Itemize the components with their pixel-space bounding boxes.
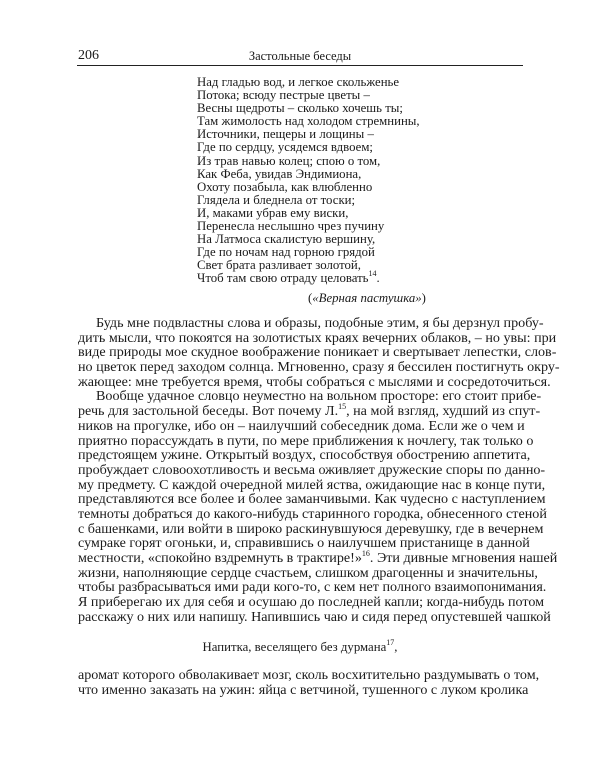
text-line: но цветок перед заходом солнца. Мгновенно, сразу я бессилен постигнуть окру-: [78, 359, 560, 376]
poem-line-text: Чтоб там свою отраду целовать: [197, 271, 369, 286]
poem-line: Свет брата разливает золотой,: [197, 258, 361, 273]
footnote-ref: 14: [368, 269, 377, 279]
footnote-ref: 15: [338, 402, 347, 412]
paren: (: [308, 291, 313, 305]
text-line: му предмету. С каждой очередной милей яства, ожидающие нас в конце пути,: [78, 476, 546, 493]
text-line: жизни, наполняющие сердце счастьем, слишком драгоценны и значительны,: [78, 564, 538, 581]
poem-line: [197, 269, 420, 286]
text-line: Будь мне подвластны слова и образы, подобные этим, я бы дерзнул пробу-: [96, 315, 544, 331]
punct: ,: [394, 640, 398, 654]
text-line: дить мысли, что покоятся на золотистых краях вечерних облаков, – но увы: при: [78, 329, 557, 346]
text-line: Вообще удачное словцо неуместно на вольном просторе: его стоит прибе-: [96, 388, 542, 405]
poem-line: Потока; всюду пестрые цветы –: [197, 88, 370, 103]
poem-epigraph: [197, 76, 420, 286]
text-line: расскажу о них или напишу. Напившись чаю и сидя перед опустевшей чашкой: [78, 608, 551, 625]
text-line: сумраке горят огоньки, и, справившись о наилучшем пристанище в данной: [78, 535, 530, 552]
inline-quote: [78, 640, 522, 655]
poem-line: Из трав навью колец; спою о том,: [197, 153, 381, 168]
poem-line: Где по ночам над горною грядой: [197, 245, 375, 260]
text-segment: речь для застольной беседы. Вот почему Л.: [78, 403, 339, 420]
footnote-ref: 17: [386, 638, 395, 647]
attribution-title: «Верная пастушка»: [312, 291, 422, 305]
text-line: [78, 549, 558, 566]
poem-line: Как Феба, увидав Эндимиона,: [197, 166, 362, 181]
text-line: с башенками, или войти в широко раскинувшуюся деревушку, где в вечернем: [78, 520, 544, 537]
text-line: виде природы мое скудное воображение поникает и свертывает лепестки, слов-: [78, 344, 557, 361]
poem-line: Перенесла неслышно чрез пучину: [197, 219, 385, 234]
poem-line: Там жимолость над холодом стремнины,: [197, 114, 420, 129]
punct: .: [376, 271, 380, 286]
page-number: 206: [78, 48, 99, 63]
text-line: что именно заказать на ужин: яйца с ветчиной, тушенного с луком кролика: [78, 681, 529, 698]
text-segment: местности, «спокойно вздремнуть в трактире!»: [78, 550, 362, 566]
text-line: ников на прогулке, ибо он – наилучший собеседник дома. Если же о чем и: [78, 417, 525, 434]
poem-line: Источники, пещеры и лощины –: [197, 127, 374, 142]
text-line: пробуждает словоохотливость и весьма оживляет дружеские споры по данно-: [78, 461, 546, 478]
text-line: Я приберегаю их для себя и осушаю до последней капли; когда-нибудь потом: [78, 594, 545, 611]
body-text-continued: [78, 667, 540, 698]
quote-text: Напитка, веселящего без дурмана: [202, 640, 387, 654]
poem-line: Охоту позабыла, как влюбленно: [197, 179, 373, 194]
running-title: Застольные беседы: [248, 49, 352, 63]
poem-line: И, маками убрав ему виски,: [197, 205, 349, 220]
text-line: предстоящем ужине. Открытый воздух, способствуя обострению аппетита,: [78, 447, 531, 464]
text-line: аромат которого обволакивает мозг, сколь восхитительно раздумывать о том,: [78, 667, 540, 683]
poem-line: Весны щедроты – сколько хочешь ты;: [197, 101, 403, 116]
text-line: чтобы разбрасываться ими ради кого-то, с кем нет полного взаимопонимания.: [78, 579, 547, 596]
text-line: темноты добраться до какого-нибудь старинного городка, обнесенного стеной: [78, 505, 547, 522]
body-text: [78, 315, 560, 625]
text-line: жающее: мне требуется время, чтобы собраться с мыслями и сосредоточиться.: [78, 373, 551, 390]
header-rule: [77, 65, 523, 66]
text-line: представляются все более и более заманчивыми. Как чудесно с наступлением: [78, 491, 546, 508]
text-segment: . Эти дивные мгновения нашей: [369, 550, 558, 566]
poem-line: Глядела и бледнела от тоски;: [197, 192, 356, 207]
text-line: [78, 402, 541, 420]
text-line: приятно порассуждать в пути, по мере приближения к ночлегу, так только о: [78, 432, 534, 449]
text-segment: , на мой взгляд, худший из спут-: [346, 403, 541, 420]
poem-attribution: [308, 291, 426, 306]
poem-line: На Латмоса скалистую вершину,: [197, 232, 376, 247]
footnote-ref: 16: [361, 549, 370, 558]
paren: ): [421, 291, 426, 305]
poem-line: Где по сердцу, усядемся вдвоем;: [197, 140, 373, 155]
poem-line: Над гладью вод, и легкое скольженье: [197, 75, 400, 89]
